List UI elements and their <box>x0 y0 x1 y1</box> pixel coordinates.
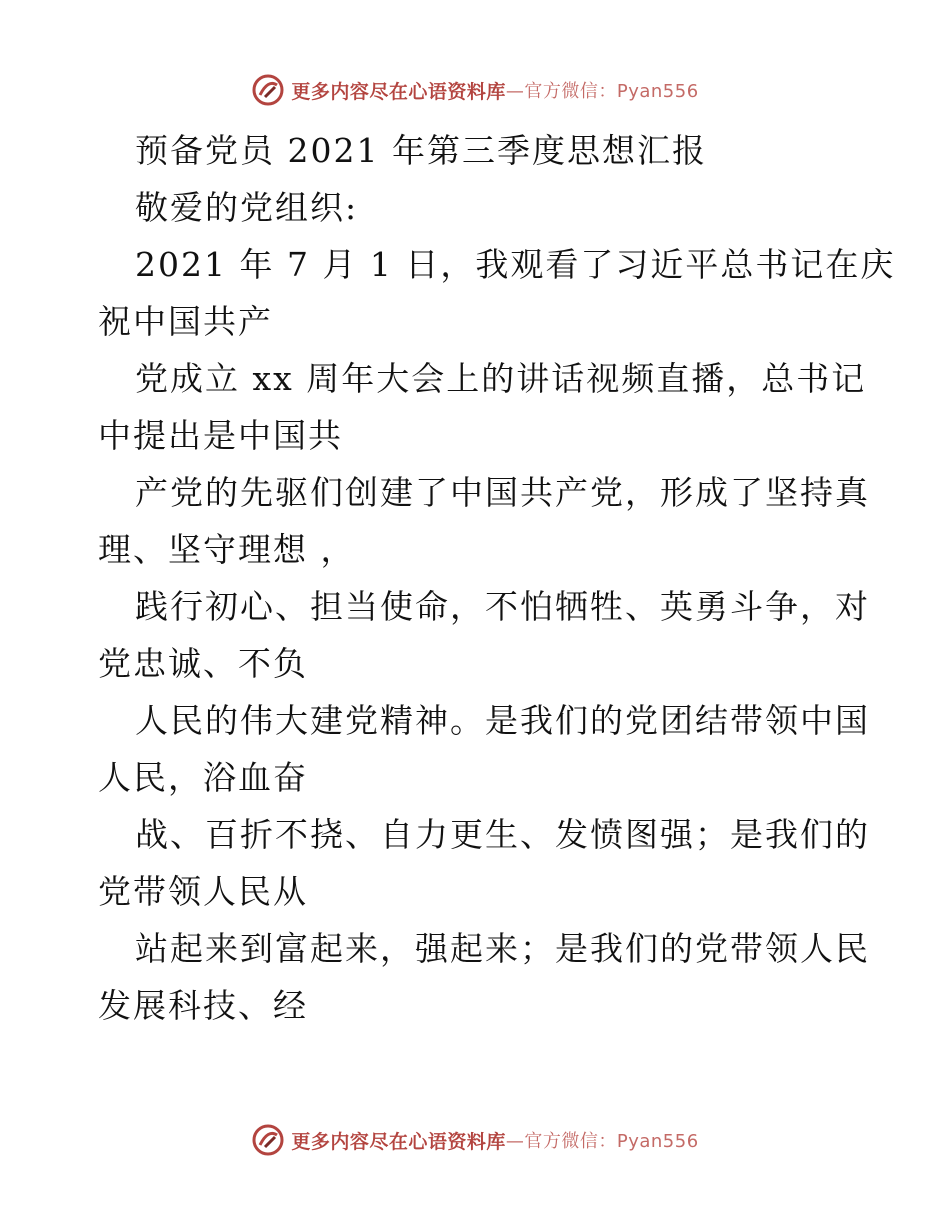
body-line: 发展科技、经 <box>98 986 308 1025</box>
body-line: 祝中国共产 <box>98 302 273 341</box>
body-line: 站起来到富起来，强起来；是我们的党带领人民 <box>135 929 870 968</box>
watermark-logo-icon <box>251 1123 285 1157</box>
body-line: 党成立 xx 周年大会上的讲话视频直播，总书记 <box>135 359 867 398</box>
body-line: 践行初心、担当使命，不怕牺牲、英勇斗争，对 <box>135 587 870 626</box>
watermark-sub-text: —官方微信：Pyan556 <box>505 1131 699 1152</box>
document-body <box>98 122 896 1034</box>
document-title: 预备党员 2021 年第三季度思想汇报 <box>135 131 707 170</box>
salutation: 敬爱的党组织: <box>135 188 359 227</box>
watermark-main-text: 更多内容尽在心语资料库 <box>291 1130 506 1153</box>
watermark-sub-text: —官方微信：Pyan556 <box>505 81 699 102</box>
watermark-logo-icon <box>251 73 285 107</box>
footer-watermark <box>0 1120 950 1160</box>
body-line: 人民的伟大建党精神。是我们的党团结带领中国 <box>135 701 870 740</box>
body-line: 理、坚守理想 ， <box>98 530 356 569</box>
body-line: 人民，浴血奋 <box>98 758 308 797</box>
header-watermark <box>0 70 950 110</box>
watermark-main-text: 更多内容尽在心语资料库 <box>291 80 506 103</box>
body-line: 党忠诚、不负 <box>98 644 308 683</box>
body-line: 党带领人民从 <box>98 872 308 911</box>
body-line: 产党的先驱们创建了中国共产党，形成了坚持真 <box>135 473 870 512</box>
body-line: 中提出是中国共 <box>98 416 343 455</box>
body-line: 2021 年 7 月 1 日，我观看了习近平总书记在庆 <box>135 245 896 284</box>
body-line: 战、百折不挠、自力更生、发愤图强；是我们的 <box>135 815 870 854</box>
